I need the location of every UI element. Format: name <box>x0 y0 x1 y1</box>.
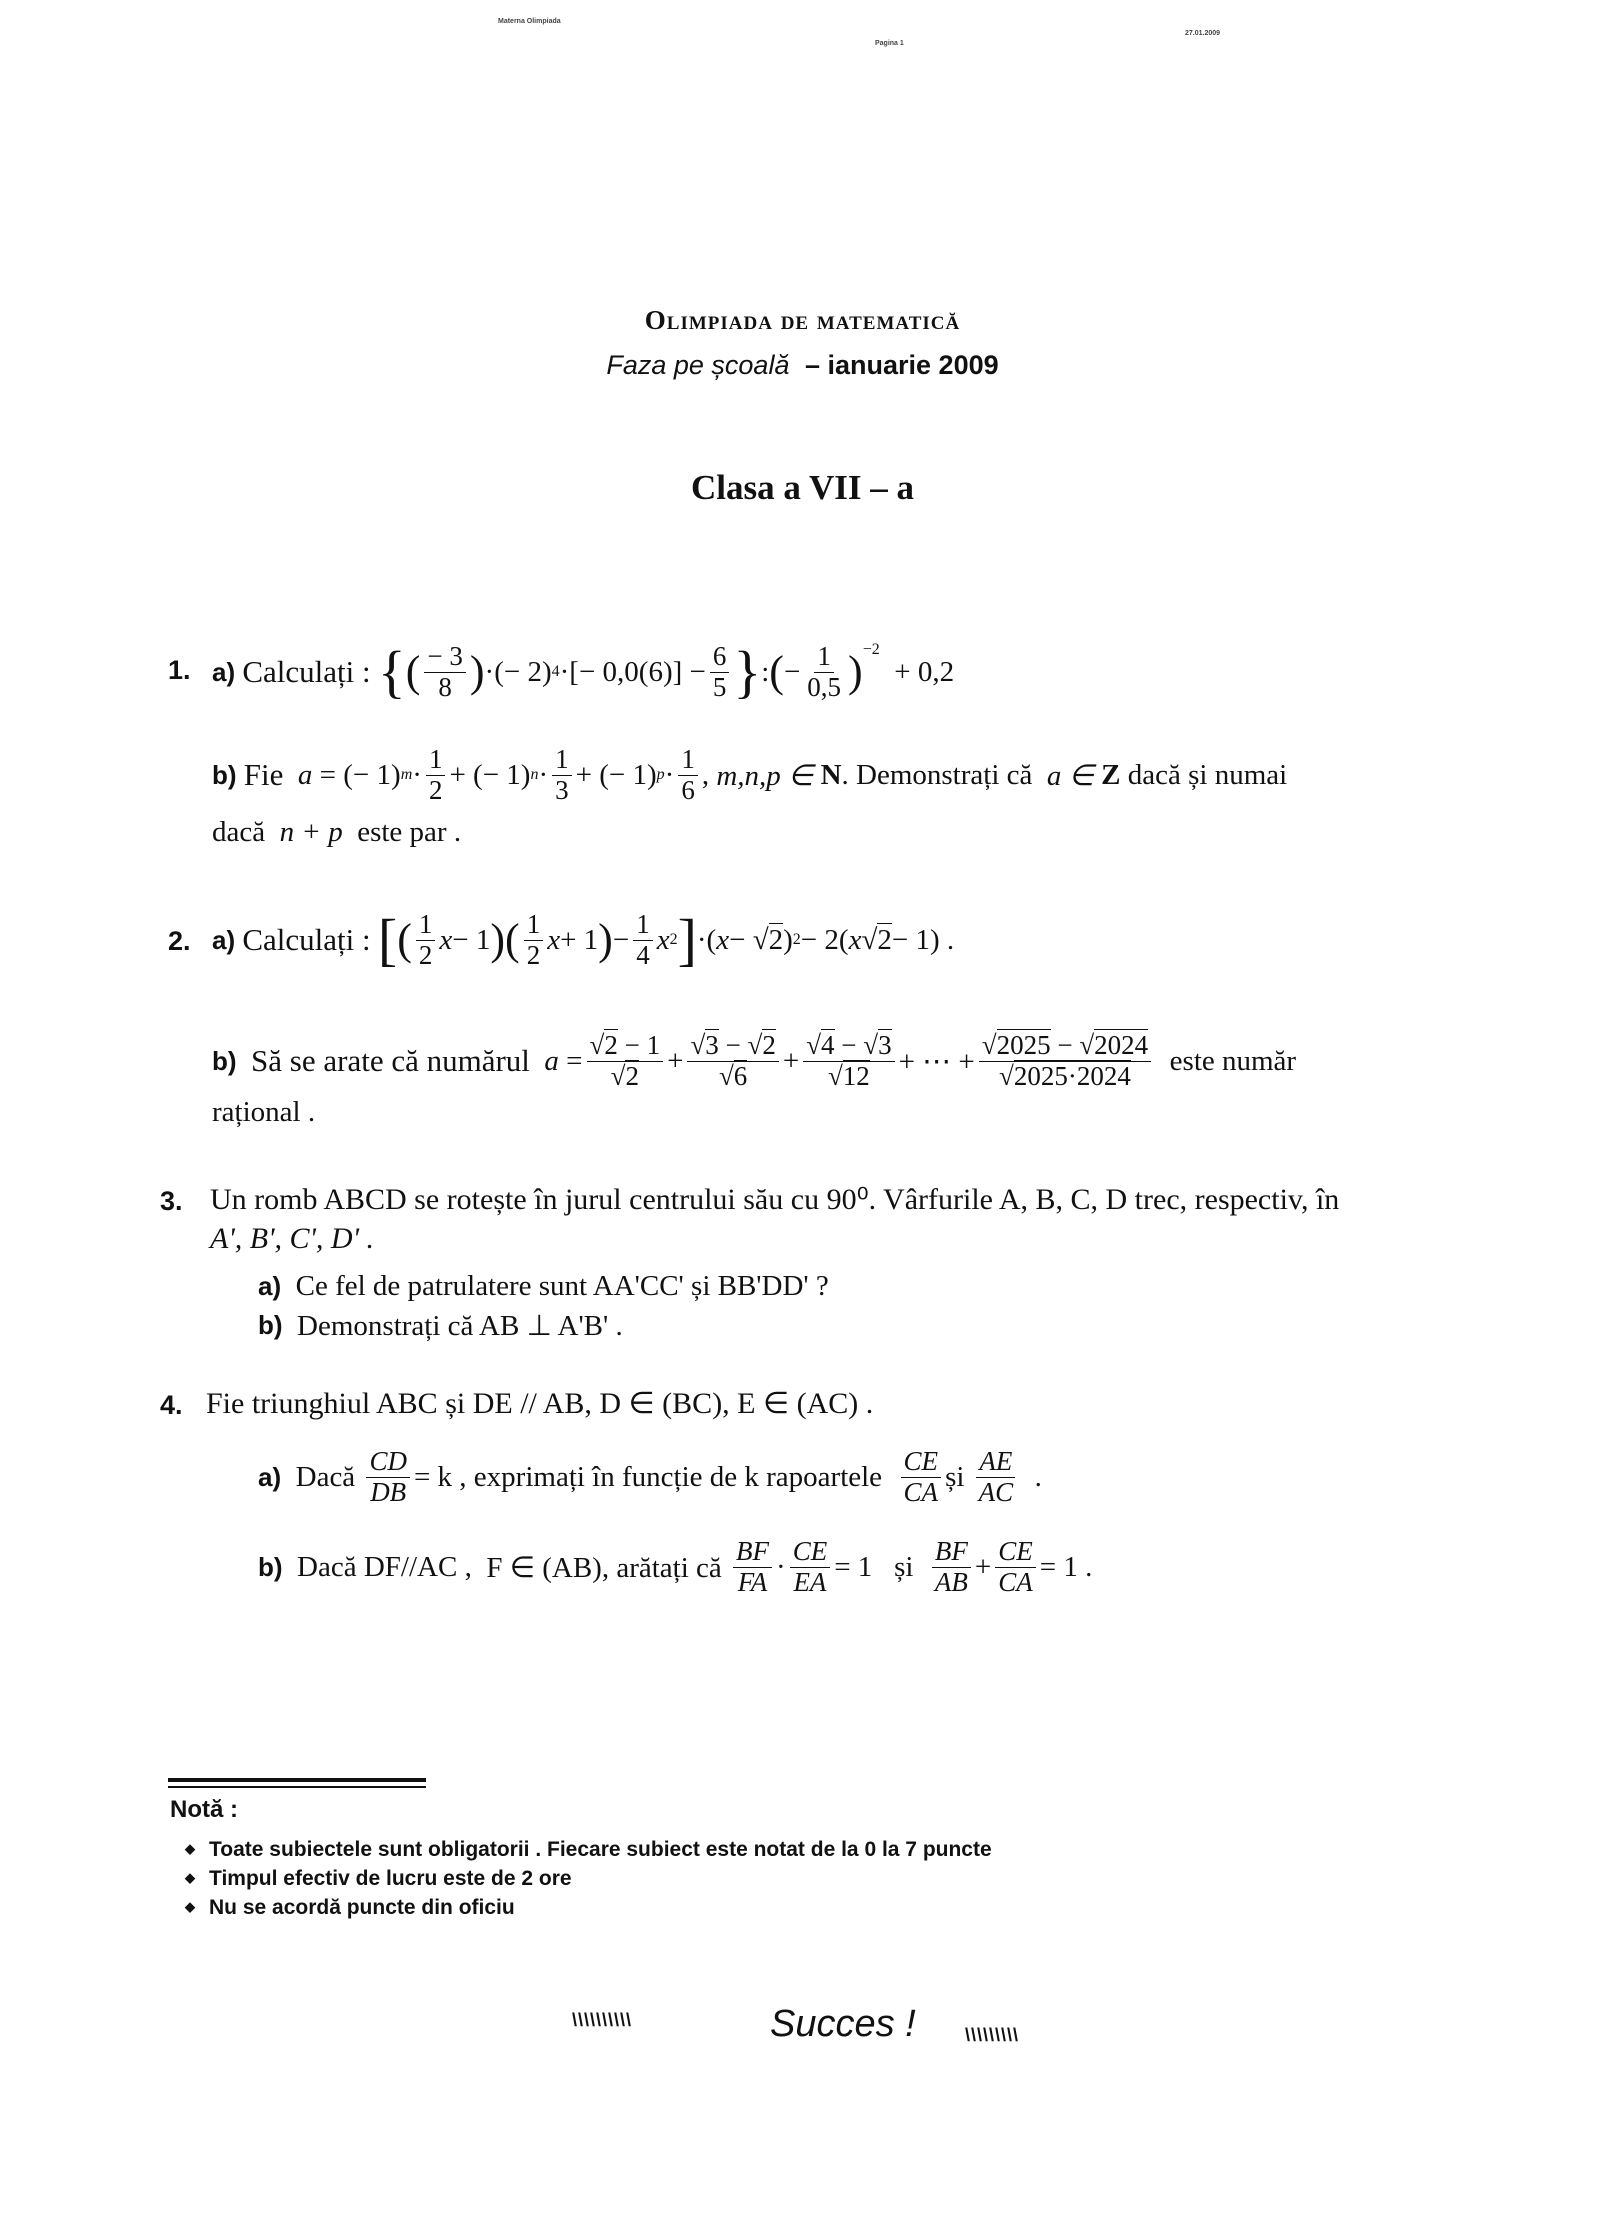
problem-4-number: 4. <box>160 1390 183 1420</box>
problem-3b-label: b) <box>258 1310 283 1340</box>
problem-2b: b) Să se arate că numărul a = $\frac{√2 - 1}{√2}$ + $\frac{√3 - √2}{√6}$ + $\frac{√4 - √3}{√12}$ + ⋯ + $\frac{√2025 - √2024}{√2025\cdot 2024}$ este număr <box>212 1029 1297 1091</box>
problem-2b-tail: este număr <box>1169 1044 1297 1077</box>
problem-1b-tail: dacă și numai <box>1127 758 1288 791</box>
nota-item: ◆ Timpul efectiv de lucru este de 2 ore <box>185 1867 992 1896</box>
header-center: Pagina 1 <box>875 40 904 47</box>
problem-1a-label: a) <box>212 656 236 687</box>
problem-2a-text: Calculați : <box>242 922 371 957</box>
footer-dots-left: \\\\\\\\\\ <box>572 2010 633 2030</box>
subtitle-date: – ianuarie 2009 <box>804 350 999 380</box>
problem-2b-label: b) <box>212 1045 237 1076</box>
problem-3-line1: Un romb ABCD se rotește în jurul centrului său cu 90⁰. Vârfurile A, B, C, D trec, respectiv, în <box>210 1183 1340 1216</box>
problem-1a: a) Calculați : { ( $\frac{- 3}{8}$ ) ·(− 2) 4 ·[− 0,0(6)] − $\frac{6}{5}$ } : ( − $\frac{1}{0,5}$ ) $^{-2}$ + 0,2 <box>212 639 955 704</box>
problem-1a-text: Calculați : <box>242 654 371 689</box>
problem-3b <box>258 1308 623 1343</box>
footer-dots-right: \\\\\\\\\ <box>965 2025 1020 2045</box>
problem-4a-si: și <box>945 1460 965 1493</box>
class-title: Clasa a VII – a <box>690 468 914 507</box>
problem-4b-si: și <box>894 1550 914 1583</box>
problem-2b-line2: rațional . <box>212 1096 316 1128</box>
problem-3a-text: Ce fel de patrulatere sunt AA'CC' și BB'DD' ? <box>295 1270 829 1302</box>
integers-symbol: Z <box>1101 758 1121 791</box>
problem-2-number: 2. <box>168 926 191 956</box>
nota-item: ◆ Nu se acordă puncte din oficiu <box>185 1896 992 1925</box>
problem-4b-daca: Dacă DF//AC , <box>297 1550 472 1583</box>
problem-1-number: 1. <box>168 655 191 685</box>
problem-3-number: 3. <box>160 1186 183 1216</box>
problem-4b-label: b) <box>258 1551 283 1582</box>
problem-4a-label: a) <box>258 1461 282 1492</box>
problem-2b-text: Să se arate că numărul <box>251 1043 530 1078</box>
nota-rule-thin <box>168 1786 426 1788</box>
problem-4b: b) Dacă DF//AC , F ∈ (AB), arătați că $\frac{BF}{FA}$ · $\frac{CE}{EA}$ = 1 și $\frac{BF}{AB}$ + $\frac{CE}{CA}$ = 1 . <box>258 1535 1093 1597</box>
nota-rule <box>168 1778 426 1782</box>
problem-4a-middle: = k , exprimați în funcție de k rapoartele <box>413 1460 883 1493</box>
problem-1b-label: b) <box>212 759 237 790</box>
olympiad-subtitle <box>0 350 1605 381</box>
subtitle-phase: Faza pe școală <box>606 350 790 380</box>
problem-4b-eq1: = 1 <box>834 1550 873 1583</box>
problem-4a-daca: Dacă <box>295 1460 356 1493</box>
problem-3a <box>258 1270 829 1303</box>
problem-1b-demonstrate: . Demonstrați că <box>841 758 1033 791</box>
header-left: Materna Olimpiada <box>498 18 561 25</box>
problem-1b-line2: dacă n + p este par . <box>212 816 462 848</box>
problem-4-line1: Fie triunghiul ABC și DE // AB, D ∈ (BC), E ∈ (AC) . <box>206 1387 874 1420</box>
problem-3b-text: Demonstrați că AB ⊥ A'B' . <box>297 1310 623 1342</box>
problem-1b: b) Fie a = (− 1) m · $\frac{1}{2}$ + (− 1) n · $\frac{1}{3}$ + (− 1) p · $\frac{1}{6}$ , m,n,p ∈ N . Demonstrați că a ∈ Z dacă și numai <box>212 743 1288 805</box>
problem-3a-label: a) <box>258 1271 282 1301</box>
problem-2a: a) Calculați : [ ( $\frac{1}{2}$ x − 1 )( $\frac{1}{2}$ x + 1 ) − $\frac{1}{4}$ x 2 ] ·( x − √ 2 ) 2 − 2( x √ 2 − 1) . <box>212 907 955 972</box>
naturals-symbol: N <box>820 758 842 791</box>
problem-4b-f: F ∈ (AB), arătați că <box>486 1551 722 1584</box>
olympiad-title: Olimpiada de matematică <box>644 305 961 335</box>
problem-1b-condition: m,n,p ∈ <box>716 759 814 792</box>
problem-1b-text: Fie <box>243 757 284 792</box>
succes-text: Succes ! <box>770 2003 916 2045</box>
problem-2a-label: a) <box>212 924 236 955</box>
problem-4b-eq2: = 1 . <box>1039 1550 1093 1583</box>
nota-heading: Notă : <box>170 1796 238 1823</box>
problem-3-line2: A', B', C', D' . <box>210 1222 374 1255</box>
problem-1b-a-in: a ∈ <box>1046 759 1094 792</box>
nota-item: ◆ Toate subiectele sunt obligatorii . Fiecare subiect este notat de la 0 la 7 puncte <box>185 1838 992 1867</box>
nota-list <box>185 1838 992 1925</box>
problem-4a: a) Dacă $\frac{CD}{DB}$ = k , exprimați în funcție de k rapoartele $\frac{CE}{CA}$ și $\frac{AE}{AC}$ . <box>258 1445 1042 1507</box>
header-date: 27.01.2009 <box>1185 30 1221 37</box>
